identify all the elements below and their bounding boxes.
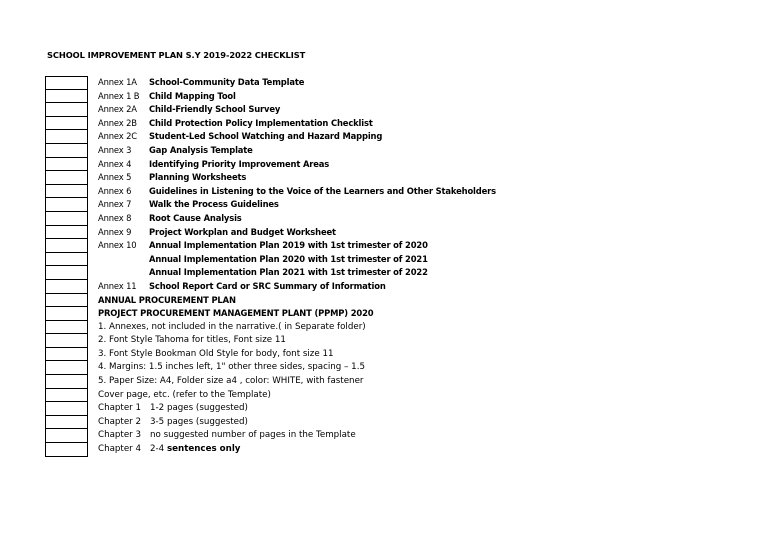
checkbox-cell[interactable]	[45, 321, 88, 335]
checkbox-cell[interactable]	[45, 266, 88, 280]
checklist-row	[45, 253, 605, 267]
checklist-row	[45, 361, 605, 375]
checkbox-cell[interactable]	[45, 103, 88, 117]
annex-code: Annex 2B	[98, 117, 137, 128]
checkbox-cell[interactable]	[45, 90, 88, 104]
checklist-row	[45, 307, 605, 321]
checklist-row	[45, 266, 605, 280]
checkbox-cell[interactable]	[45, 198, 88, 212]
checklist-row	[45, 76, 605, 90]
chapter-description: 3-5 pages (suggested)	[150, 416, 248, 427]
checkbox-cell[interactable]	[45, 429, 88, 443]
checklist-row	[45, 429, 605, 443]
checklist-row	[45, 226, 605, 240]
checklist-row	[45, 321, 605, 335]
checklist-row	[45, 158, 605, 172]
checklist-row	[45, 334, 605, 348]
checklist-row	[45, 348, 605, 362]
annex-code: Annex 1A	[98, 77, 137, 87]
checklist-row	[45, 130, 605, 144]
annex-description: Identifying Priority Improvement Areas	[149, 158, 330, 169]
annex-description: Project Workplan and Budget Worksheet	[149, 226, 336, 237]
annex-code: Annex 8	[98, 212, 132, 223]
annex-description: Gap Analysis Template	[149, 144, 253, 155]
annex-description: Child Protection Policy Implementation Checklist	[149, 117, 373, 128]
checklist-row	[45, 280, 605, 294]
annex-description: School Report Card or SRC Summary of Information	[149, 280, 386, 291]
checkbox-cell[interactable]	[45, 402, 88, 416]
checklist-row	[45, 90, 605, 104]
chapter-emphasis: sentences only	[166, 444, 241, 455]
checkbox-cell[interactable]	[45, 280, 88, 294]
checkbox-cell[interactable]	[45, 76, 88, 90]
annex-description: Student-Led School Watching and Hazard Mapping	[149, 131, 383, 142]
checkbox-cell[interactable]	[45, 226, 88, 240]
annex-code: Annex 2A	[98, 104, 137, 115]
annex-description: Root Cause Analysis	[149, 212, 242, 223]
annex-code: Annex 2C	[98, 131, 137, 142]
checkbox-cell[interactable]	[45, 375, 88, 389]
plan-label: ANNUAL PROCUREMENT PLAN	[98, 294, 236, 305]
chapter-code: Chapter 4	[98, 444, 142, 455]
checkbox-cell[interactable]	[45, 158, 88, 172]
checkbox-cell[interactable]	[45, 307, 88, 321]
chapter-code: Chapter 2	[98, 416, 142, 427]
checklist-row	[45, 375, 605, 389]
checklist-row	[45, 212, 605, 226]
chapter-code: Chapter 3	[98, 430, 142, 441]
format-note: 5. Paper Size: A4, Folder size a4 , color: WHITE, with fastener	[98, 376, 364, 387]
checklist-row	[45, 198, 605, 212]
annex-description: Guidelines in Listening to the Voice of the Learners and Other Stakeholders	[149, 185, 496, 196]
format-note: Cover page, etc. (refer to the Template)	[98, 389, 271, 400]
checkbox-cell[interactable]	[45, 239, 88, 253]
annex-description: Child Mapping Tool	[149, 90, 236, 101]
annex-description: Annual Implementation Plan 2019 with 1st trimester of 2020	[149, 240, 428, 251]
checklist-row	[45, 103, 605, 117]
annex-description: Walk the Process Guidelines	[149, 199, 279, 210]
checklist-row	[45, 416, 605, 430]
checklist	[45, 76, 605, 457]
checklist-row	[45, 171, 605, 185]
checklist-row	[45, 144, 605, 158]
annex-code: Annex 1 B	[98, 90, 140, 101]
checkbox-cell[interactable]	[45, 389, 88, 403]
annex-code: Annex 4	[98, 158, 132, 169]
format-note: 3. Font Style Bookman Old Style for body, font size 11	[98, 348, 334, 359]
annex-code: Annex 11	[98, 280, 137, 291]
checkbox-cell[interactable]	[45, 348, 88, 362]
chapter-description: 1-2 pages (suggested)	[150, 403, 248, 414]
checkbox-cell[interactable]	[45, 212, 88, 226]
checkbox-cell[interactable]	[45, 253, 88, 267]
chapter-description: 2-4	[150, 444, 167, 455]
annex-description: Child-Friendly School Survey	[149, 104, 281, 115]
checklist-row	[45, 185, 605, 199]
checkbox-cell[interactable]	[45, 294, 88, 308]
checkbox-cell[interactable]	[45, 361, 88, 375]
chapter-description: no suggested number of pages in the Template	[150, 430, 356, 441]
checkbox-cell[interactable]	[45, 144, 88, 158]
checkbox-cell[interactable]	[45, 171, 88, 185]
checkbox-cell[interactable]	[45, 130, 88, 144]
checklist-row	[45, 443, 605, 457]
checkbox-cell[interactable]	[45, 334, 88, 348]
checklist-row	[45, 402, 605, 416]
checklist-row	[45, 294, 605, 308]
annex-description: Planning Worksheets	[149, 172, 247, 183]
annex-code: Annex 3	[98, 144, 132, 155]
plan-label: PROJECT PROCUREMENT MANAGEMENT PLANT (PPMP) 2020	[98, 308, 374, 319]
annex-description: Annual Implementation Plan 2021 with 1st trimester of 2022	[149, 267, 428, 278]
checkbox-cell[interactable]	[45, 416, 88, 430]
checkbox-cell[interactable]	[45, 117, 88, 131]
checklist-row	[45, 117, 605, 131]
annex-code: Annex 5	[98, 172, 132, 183]
annex-code: Annex 6	[98, 185, 132, 196]
checkbox-cell[interactable]	[45, 443, 88, 457]
checkbox-cell[interactable]	[45, 185, 88, 199]
format-note: 2. Font Style Tahoma for titles, Font size 11	[98, 335, 286, 346]
checklist-row	[45, 389, 605, 403]
format-note: 1. Annexes, not included in the narrative.( in Separate folder)	[98, 321, 366, 332]
format-note: 4. Margins: 1.5 inches left, 1" other three sides, spacing – 1.5	[98, 362, 365, 373]
chapter-code: Chapter 1	[98, 403, 142, 414]
page-title: SCHOOL IMPROVEMENT PLAN S.Y 2019-2022 CHECKLIST	[47, 50, 306, 60]
annex-description: School-Community Data Template	[149, 77, 305, 87]
annex-code: Annex 9	[98, 226, 132, 237]
checklist-row	[45, 239, 605, 253]
annex-description: Annual Implementation Plan 2020 with 1st trimester of 2021	[149, 253, 428, 264]
annex-code: Annex 10	[98, 240, 137, 251]
annex-code: Annex 7	[98, 199, 132, 210]
